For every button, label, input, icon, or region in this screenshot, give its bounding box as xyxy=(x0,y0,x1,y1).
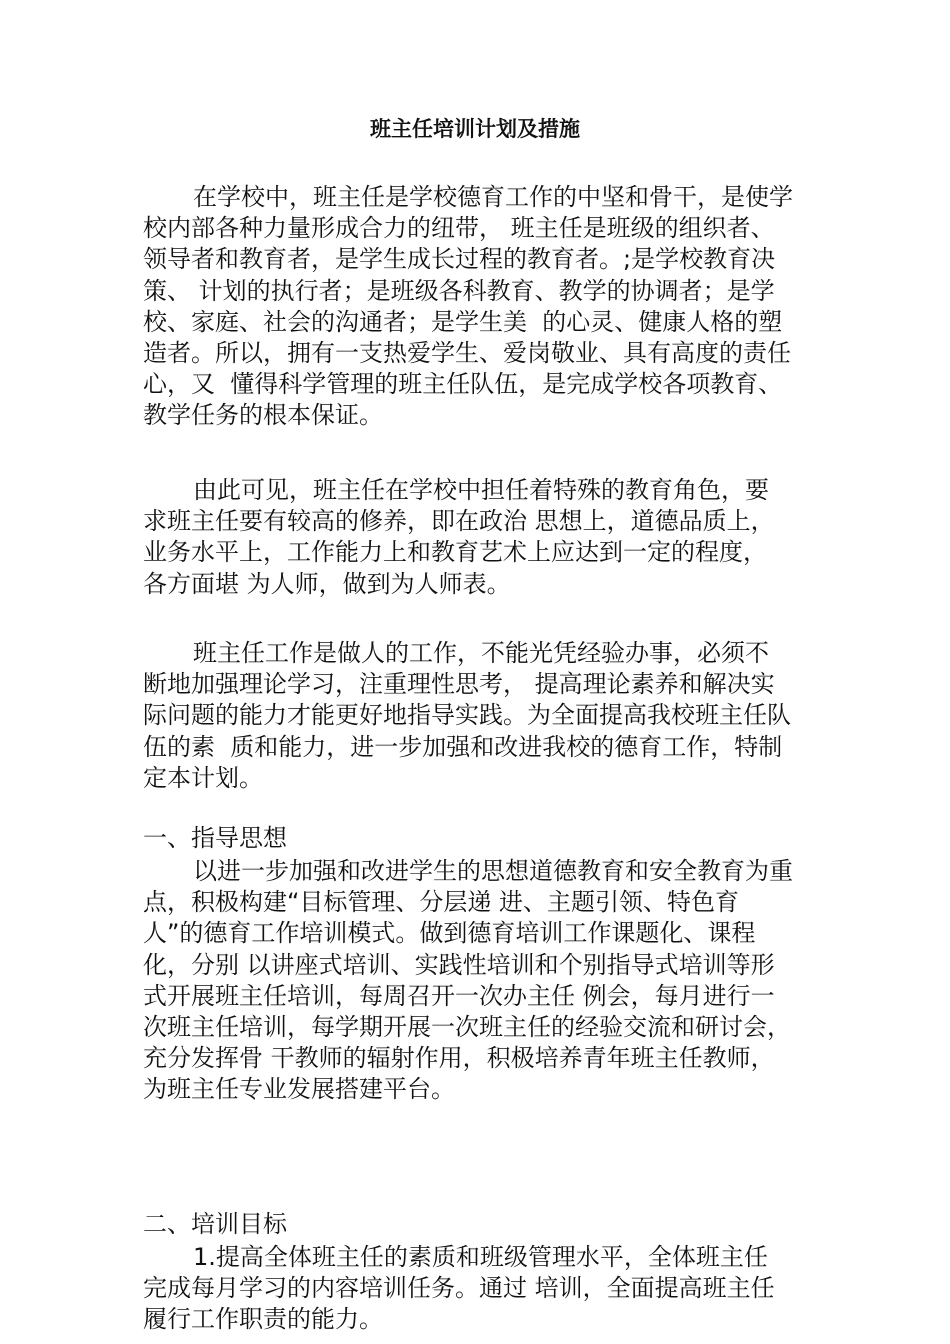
paragraph-line: 校、家庭、社会的沟通者；是学生美 的心灵、健康人格的塑 xyxy=(143,307,783,336)
paragraph-line: 履行工作职责的能力。 xyxy=(143,1305,383,1334)
paragraph-line: 完成每月学习的内容培训任务。通过 培训，全面提高班主任 xyxy=(143,1274,775,1303)
section-body-guiding-ideology xyxy=(143,856,823,1106)
paragraph-line: 由此可见，班主任在学校中担任着特殊的教育角色，要 xyxy=(193,476,769,504)
paragraph-line: 领导者和教育者，是学生成长过程的教育者。;是学校教育决 xyxy=(143,245,776,274)
paragraph-intro xyxy=(143,182,823,432)
paragraph-line: 际问题的能力才能更好地指导实践。为全面提高我校班主任队 xyxy=(143,701,791,730)
paragraph-line: 求班主任要有较高的修养，即在政治 思想上，道德品质上， xyxy=(143,507,775,536)
paragraph-line: 化，分别 以讲座式培训、实践性培训和个别指导式培训等形 xyxy=(143,950,775,979)
paragraph-line: 在学校中，班主任是学校德育工作的中坚和骨干，是使学 xyxy=(193,183,793,211)
paragraph-line: 班主任工作是做人的工作，不能光凭经验办事，必须不 xyxy=(193,639,769,667)
paragraph-line: 断地加强理论学习，注重理性思考， 提高理论素养和解决实 xyxy=(143,670,775,699)
paragraph-line: 充分发挥骨 干教师的辐射作用，积极培养青年班主任教师， xyxy=(143,1044,775,1073)
document-title: 班主任培训计划及措施 xyxy=(370,117,580,141)
paragraph-line: 校内部各种力量形成合力的纽带， 班主任是班级的组织者、 xyxy=(143,214,775,243)
paragraph-line: 策、 计划的执行者；是班级各科教育、教学的协调者；是学 xyxy=(143,276,775,305)
paragraph-line: 心，又 懂得科学管理的班主任队伍，是完成学校各项教育、 xyxy=(143,370,783,399)
paragraph-line: 各方面堪 为人师，做到为人师表。 xyxy=(143,569,511,598)
paragraph-line: 教学任务的根本保证。 xyxy=(143,401,383,430)
paragraph-line: 造者。所以，拥有一支热爱学生、爱岗敬业、具有高度的责任 xyxy=(143,338,791,367)
paragraph-line: 定本计划。 xyxy=(143,763,263,792)
paragraph-line: 式开展班主任培训，每周召开一次办主任 例会，每月进行一 xyxy=(143,981,775,1010)
paragraph-line: 以进一步加强和改进学生的思想道德教育和安全教育为重 xyxy=(193,857,793,885)
paragraph-role xyxy=(143,475,823,600)
paragraph-line: 人”的德育工作培训模式。做到德育培训工作课题化、课程 xyxy=(143,919,756,948)
paragraph-purpose xyxy=(143,638,823,794)
paragraph-line: 业务水平上，工作能力上和教育艺术上应达到一定的程度， xyxy=(143,538,767,567)
paragraph-line: 点，积极构建“目标管理、分层递 进、主题引领、特色育 xyxy=(143,888,740,917)
paragraph-line: 伍的素 质和能力，进一步加强和改进我校的德育工作，特制 xyxy=(143,732,783,761)
paragraph-line: 1.提高全体班主任的素质和班级管理水平，全体班主任 xyxy=(193,1243,768,1271)
section-heading-training-goals: 二、培训目标 xyxy=(143,1210,287,1238)
section-body-training-goals xyxy=(143,1242,823,1336)
paragraph-line: 次班主任培训，每学期开展一次班主任的经验交流和研讨会， xyxy=(143,1012,791,1041)
paragraph-line: 为班主任专业发展搭建平台。 xyxy=(143,1075,455,1104)
section-heading-guiding-ideology: 一、指导思想 xyxy=(143,824,287,852)
